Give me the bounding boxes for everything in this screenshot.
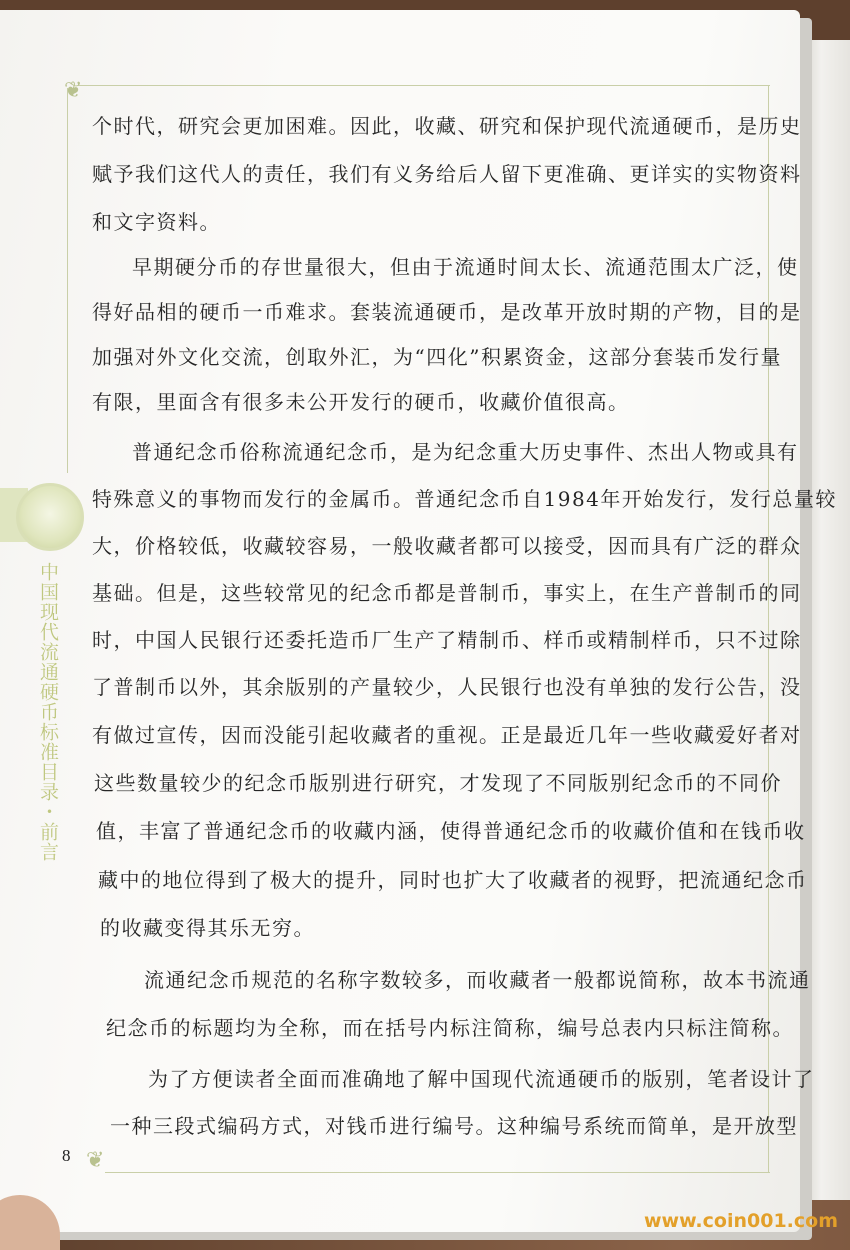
text-line: 特殊意义的事物而发行的金属币。普通纪念币自1984年开始发行，发行总量较 bbox=[92, 487, 837, 511]
text-line: 加强对外文化交流，创取外汇，为“四化”积累资金，这部分套装币发行量 bbox=[92, 345, 782, 369]
text-line: 赋予我们这代人的责任，我们有义务给后人留下更准确、更详实的实物资料 bbox=[92, 162, 802, 186]
text-line: 值，丰富了普通纪念币的收藏内涵，使得普通纪念币的收藏价值和在钱币收 bbox=[96, 819, 806, 843]
text-line: 了普制币以外，其余版别的产量较少，人民银行也没有单独的发行公告，没 bbox=[92, 675, 802, 699]
text-line: 这些数量较少的纪念币版别进行研究，才发现了不同版别纪念币的不同价 bbox=[94, 771, 782, 795]
corner-ornament-icon: ❦ bbox=[64, 78, 83, 103]
text-line: 普通纪念币俗称流通纪念币，是为纪念重大历史事件、杰出人物或具有 bbox=[132, 440, 799, 464]
corner-ornament-icon: ❦ bbox=[86, 1148, 105, 1173]
side-emblem-icon bbox=[16, 483, 84, 551]
text-line: 有做过宣传，因而没能引起收藏者的重视。正是最近几年一些收藏爱好者对 bbox=[92, 723, 802, 747]
text-line: 一种三段式编码方式，对钱币进行编号。这种编号系统而简单，是开放型 bbox=[110, 1114, 798, 1138]
text-line: 得好品相的硬币一币难求。套装流通硬币，是改革开放时期的产物，目的是 bbox=[92, 300, 802, 324]
text-line: 藏中的地位得到了极大的提升，同时也扩大了收藏者的视野，把流通纪念币 bbox=[98, 868, 808, 892]
text-line: 流通纪念币规范的名称字数较多，而收藏者一般都说简称，故本书流通 bbox=[144, 968, 811, 992]
frame-top-rule bbox=[78, 85, 770, 86]
text-line: 的收藏变得其乐无穷。 bbox=[100, 916, 315, 940]
page-number: 8 bbox=[62, 1146, 71, 1165]
text-line: 有限，里面含有很多未公开发行的硬币，收藏价值很高。 bbox=[92, 390, 630, 414]
text-line: 大，价格较低，收藏较容易，一般收藏者都可以接受，因而具有广泛的群众 bbox=[92, 534, 802, 558]
text-line: 时，中国人民银行还委托造币厂生产了精制币、样币或精制样币，只不过除 bbox=[92, 628, 802, 652]
text-line: 个时代，研究会更加困难。因此，收藏、研究和保护现代流通硬币，是历史 bbox=[92, 114, 802, 138]
text-line: 早期硬分币的存世量很大，但由于流通时间太长、流通范围太广泛，使 bbox=[132, 255, 799, 279]
side-running-title: 中国现代流通硬币标准目录・前言 bbox=[37, 562, 59, 862]
watermark: www.coin001.com bbox=[643, 1210, 838, 1232]
text-line: 和文字资料。 bbox=[92, 210, 221, 234]
frame-left-rule bbox=[67, 88, 68, 473]
frame-bottom-rule bbox=[105, 1172, 770, 1173]
text-line: 为了方便读者全面而准确地了解中国现代流通硬币的版别，笔者设计了 bbox=[148, 1067, 815, 1091]
book-page bbox=[0, 10, 837, 1232]
text-line: 纪念币的标题均为全称，而在括号内标注简称，编号总表内只标注简称。 bbox=[106, 1016, 794, 1040]
text-line: 基础。但是，这些较常见的纪念币都是普制币，事实上，在生产普制币的同 bbox=[92, 581, 802, 605]
